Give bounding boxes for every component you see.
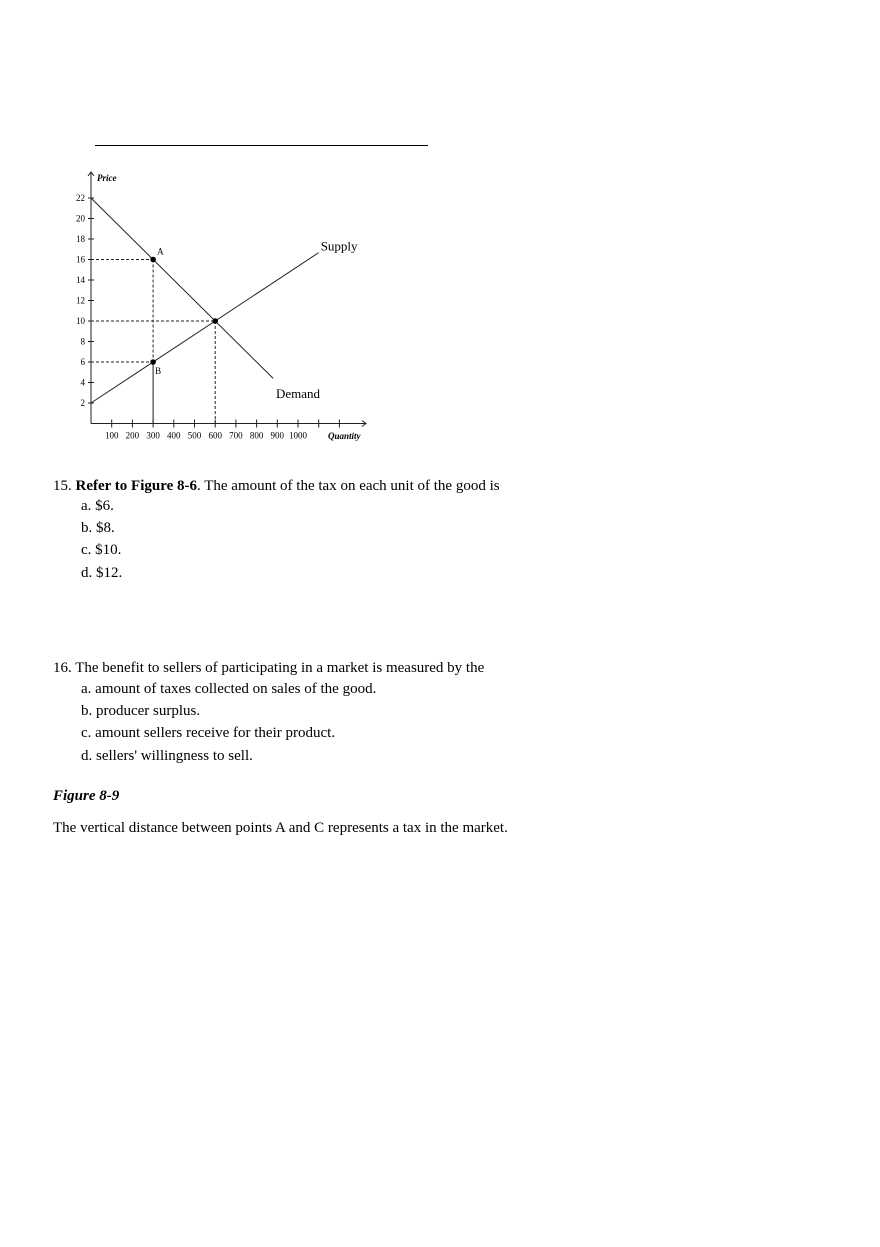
y-tick-label: 4 <box>80 377 85 388</box>
question-15 <box>53 478 500 495</box>
point-equilibrium <box>212 318 218 324</box>
option-a[interactable]: a. $6. <box>81 498 114 514</box>
question-number: 15. <box>53 478 72 494</box>
x-tick-label: 400 <box>167 430 181 441</box>
option-c[interactable]: c. amount sellers receive for their product. <box>81 725 336 741</box>
x-tick-label: 800 <box>249 430 264 441</box>
y-tick-label: 14 <box>76 275 85 285</box>
option-d[interactable]: d. sellers' willingness to sell. <box>81 748 253 764</box>
supply-line <box>91 253 319 403</box>
y-tick-label: 8 <box>80 336 85 347</box>
y-tick-label: 20 <box>76 213 85 224</box>
y-tick-label: 16 <box>76 254 85 265</box>
option-a[interactable]: a. amount of taxes collected on sales of the good. <box>81 681 377 697</box>
y-tick-label: 10 <box>76 316 85 326</box>
x-tick-label: 700 <box>229 430 243 441</box>
y-tick-label: 18 <box>76 234 85 244</box>
y-tick-label: 6 <box>80 357 85 367</box>
y-tick-label: 12 <box>76 295 85 306</box>
x-tick-label: 600 <box>208 430 222 441</box>
supply-demand-chart <box>0 160 380 450</box>
separator-line <box>95 145 428 146</box>
y-tick-label: 2 <box>80 398 85 408</box>
option-c[interactable]: c. $10. <box>81 542 122 558</box>
x-tick-label: 1000 <box>289 430 307 441</box>
point-b-label: B <box>155 366 162 376</box>
supply-label: Supply <box>320 238 358 254</box>
y-tick-label: 22 <box>76 193 85 203</box>
x-tick-label: 900 <box>270 430 285 441</box>
x-tick-label: 300 <box>146 430 160 441</box>
demand-label: Demand <box>276 386 321 401</box>
x-tick-label: 500 <box>187 430 202 441</box>
x-tick-label: 200 <box>125 430 140 441</box>
x-axis-label: Quantity <box>328 431 361 441</box>
question-16: 16. The benefit to sellers of participating in a market is measured by the <box>53 660 485 676</box>
point-b <box>150 359 156 365</box>
option-b[interactable]: b. producer surplus. <box>81 703 201 719</box>
point-a-label: A <box>157 246 164 257</box>
x-tick-label: 100 <box>104 430 119 441</box>
y-axis-label: Price <box>97 173 117 183</box>
point-a <box>150 257 156 263</box>
figure-caption: The vertical distance between points A and C represents a tax in the market. <box>53 820 508 836</box>
question-text: . The amount of the tax on each unit of the good is <box>197 478 500 494</box>
option-b[interactable]: b. $8. <box>81 520 115 536</box>
option-d[interactable]: d. $12. <box>81 565 123 581</box>
figure-reference: Refer to Figure 8-6 <box>75 478 197 494</box>
demand-line <box>91 198 273 378</box>
figure-title: Figure 8-9 <box>53 788 120 804</box>
